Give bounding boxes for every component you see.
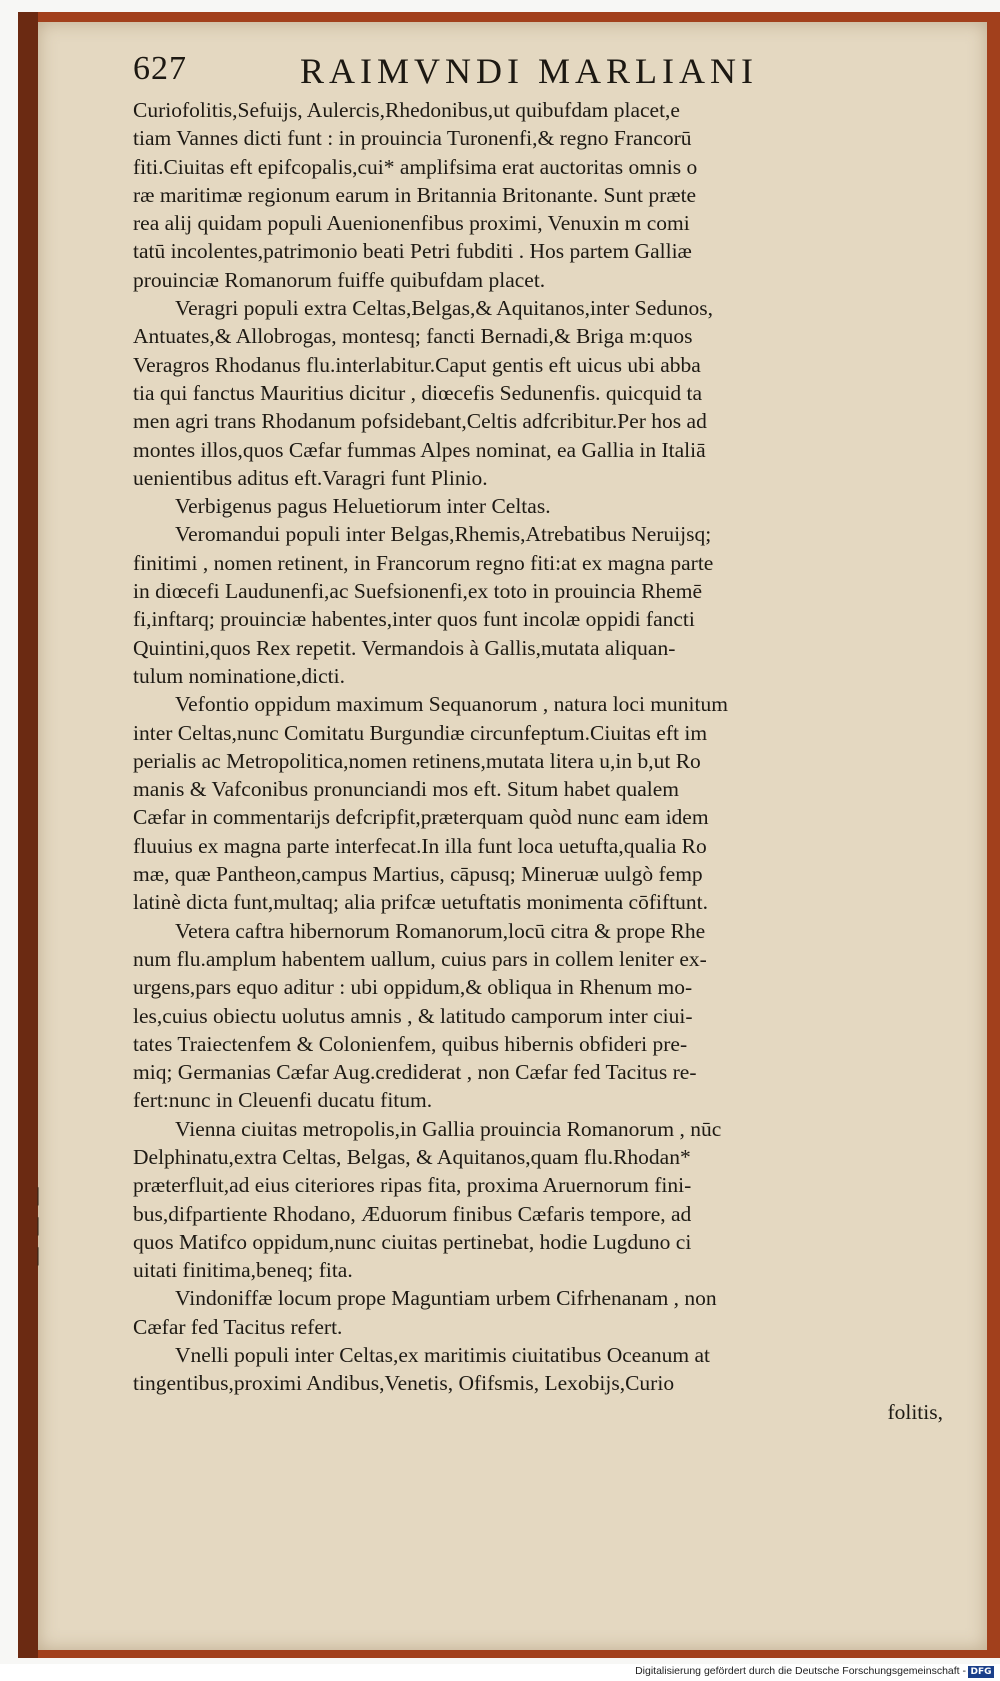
text-line: Quintini,quos Rex repetit. Vermandois à Gallis,mutata aliquan-: [133, 635, 676, 660]
text-line: Cæfar in commentarijs defcripfit,præterquam quòd nunc eam idem: [133, 805, 709, 830]
text-line: tatū incolentes,patrimonio beati Petri fubditi . Hos partem Galliæ: [133, 239, 692, 264]
text-line: Vefontio oppidum maximum Sequanorum , natura loci munitum: [175, 692, 728, 717]
text-line: urgens,pars equo aditur : ubi oppidum,& obliqua in Rhenum mo-: [133, 975, 693, 1000]
text-line: Vindoniffæ locum prope Maguntiam urbem Cifrhenanam , non: [175, 1286, 717, 1311]
text-line: fi,inftarq; prouinciæ habentes,inter quos funt incolæ oppidi fancti: [133, 607, 695, 632]
text-line: uitati finitima,beneq; fita.: [133, 1258, 353, 1283]
text-line: perialis ac Metropolitica,nomen retinens,mutata litera u,in b,ut Ro: [133, 748, 701, 773]
text-line: prouinciæ Romanorum fuiffe quibufdam placet.: [133, 267, 546, 292]
text-line: Vienna ciuitas metropolis,in Gallia prouincia Romanorum , nūc: [175, 1116, 722, 1141]
margin-marks: [36, 1180, 52, 1270]
text-line: men agri trans Rhodanum pofsidebant,Celtis adfcribitur.Per hos ad: [133, 409, 707, 434]
text-line: num flu.amplum habentem uallum, cuius pars in collem leniter ex-: [133, 946, 707, 971]
text-line: rea alij quidam populi Auenionenfibus proximi, Venuxin m comi: [133, 211, 690, 236]
page-number: 627: [133, 50, 187, 87]
text-line: tates Traiectenfem & Colonienfem, quibus hibernis obfideri pre-: [133, 1031, 688, 1056]
text-line: fert:nunc in Cleuenfi ducatu fitum.: [133, 1088, 433, 1113]
text-line: uenientibus aditus eft.Varagri funt Plinio.: [133, 465, 488, 490]
text-line: fiti.Ciuitas eft epifcopalis,cui* amplifsima erat auctoritas omnis o: [133, 154, 698, 179]
text-line: quos Matifco oppidum,nunc ciuitas pertinebat, hodie Lugduno ci: [133, 1229, 692, 1254]
text-line: les,cuius obiectu uolutus amnis , & latitudo camporum inter ciui-: [133, 1003, 693, 1028]
text-line: manis & Vafconibus pronunciandi mos eft. Situm habet qualem: [133, 777, 679, 802]
text-line: Delphinatu,extra Celtas, Belgas, & Aquitanos,quam flu.Rhodan*: [133, 1144, 691, 1169]
text-line: finitimi , nomen retinent, in Francorum regno fiti:at ex magna parte: [133, 550, 714, 575]
running-head: RAIMVNDI MARLIANI: [300, 51, 758, 91]
text-line: in diœcefi Laudunenfi,ac Suefsionenfi,ex toto in prouincia Rhemē: [133, 579, 702, 604]
margin-mark: |: [36, 1244, 41, 1266]
page-body-text: [133, 96, 943, 1426]
text-line: tia qui fanctus Mauritius dicitur , diœcefis Sedunenfis. quicquid ta: [133, 380, 703, 405]
text-line: latinè dicta funt,multaq; alia prifcæ uetuftatis monimenta cōfiftunt.: [133, 890, 708, 915]
dfg-logo: DFG: [968, 1666, 994, 1678]
text-line: folitis,: [887, 1399, 943, 1424]
text-line: miq; Germanias Cæfar Aug.crediderat , non Cæfar fed Tacitus re-: [133, 1060, 697, 1085]
text-line: tingentibus,proximi Andibus,Venetis, Ofifsmis, Lexobijs,Curio: [133, 1371, 675, 1396]
margin-mark: |: [36, 1214, 41, 1236]
text-line: Antuates,& Allobrogas, montesq; fancti Bernadi,& Briga m:quos: [133, 324, 693, 349]
text-line: tiam Vannes dicti funt : in prouincia Turonenfi,& regno Francorū: [133, 126, 692, 151]
text-line: Vnelli populi inter Celtas,ex maritimis ciuitatibus Oceanum at: [175, 1343, 710, 1368]
text-line: Verbigenus pagus Heluetiorum inter Celtas.: [175, 494, 551, 519]
text-line: Veragros Rhodanus flu.interlabitur.Caput gentis eft uicus ubi abba: [133, 352, 701, 377]
text-line: mæ, quæ Pantheon,campus Martius, cāpusq; Mineruæ uulgò femp: [133, 862, 703, 887]
text-line: inter Celtas,nunc Comitatu Burgundiæ circunfeptum.Ciuitas eft im: [133, 720, 708, 745]
text-line: fluuius ex magna parte interfecat.In illa funt loca uetufta,qualia Ro: [133, 833, 707, 858]
text-line: montes illos,quos Cæfar fummas Alpes nominat, ea Gallia in Italiā: [133, 437, 706, 462]
text-line: ræ maritimæ regionum earum in Britannia Britonante. Sunt præte: [133, 182, 697, 207]
text-line: præterfluit,ad eius citeriores ripas fita, proxima Aruernorum fini-: [133, 1173, 692, 1198]
footer-bar: [0, 1664, 1000, 1681]
text-line: bus,difpartiente Rhodano, Æduorum finibus Cæfaris tempore, ad: [133, 1201, 692, 1226]
text-line: Curiofolitis,Sefuijs, Aulercis,Rhedonibus,ut quibufdam placet,e: [133, 98, 680, 122]
text-line: Cæfar fed Tacitus refert.: [133, 1314, 343, 1339]
funding-credit: Digitalisierung gefördert durch die Deutsche Forschungsgemeinschaft -: [635, 1665, 966, 1677]
margin-mark: |: [36, 1184, 41, 1206]
book-spine-shadow: [18, 12, 38, 1658]
text-line: Veragri populi extra Celtas,Belgas,& Aquitanos,inter Sedunos,: [175, 296, 714, 321]
text-line: tulum nominatione,dicti.: [133, 663, 345, 688]
text-line: Veromandui populi inter Belgas,Rhemis,Atrebatibus Neruijsq;: [175, 522, 712, 547]
text-line: Vetera caftra hibernorum Romanorum,locū citra & prope Rhe: [175, 918, 706, 943]
